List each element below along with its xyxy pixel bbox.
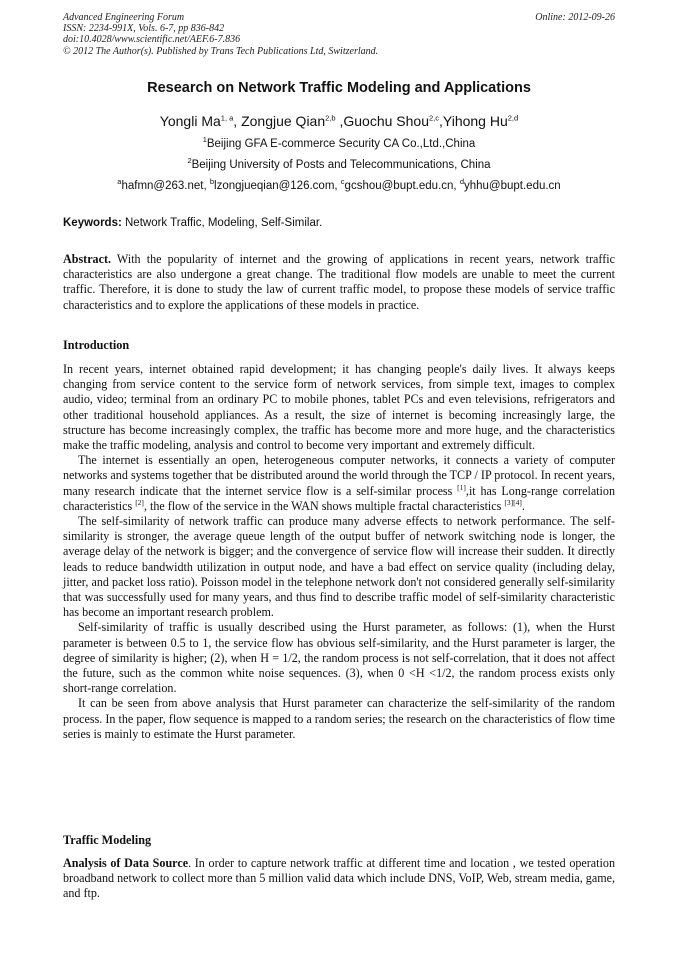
aff-text: Beijing University of Posts and Telecommunications, China: [191, 159, 491, 171]
traffic-modeling-body: [63, 856, 615, 902]
author-list: [0, 113, 678, 129]
author-name: Yongli Ma: [159, 113, 221, 129]
author-sup: 2,b: [325, 113, 336, 123]
email-sup: a: [117, 177, 122, 187]
email-link[interactable]: yhhu@bupt.edu.cn: [463, 180, 561, 192]
abstract-label: Abstract.: [63, 252, 112, 266]
journal-name: Advanced Engineering Forum: [63, 12, 185, 23]
affiliation-1: [0, 135, 678, 150]
doi-line: doi:10.4028/www.scientific.net/AEF.6-7.836: [63, 34, 241, 46]
issn-line: ISSN: 2234-991X, Vols. 6-7, pp 836-842: [63, 23, 225, 35]
online-date: Online: 2012-09-26: [535, 12, 615, 23]
email-link[interactable]: gcshou@bupt.edu.cn,: [344, 180, 460, 192]
paragraph-text: , the flow of the service in the WAN shows multiple fractal characteristics: [143, 498, 505, 513]
aff-sup: 1: [202, 135, 207, 145]
paragraph-text: . In order to capture network traffic at different time and location , we tested operation broadband network to collect more than 5 million valid data which include DNS, VoIP, Web, stream media, game, and ftp.: [63, 856, 615, 901]
citation[interactable]: [3][4]: [504, 497, 522, 507]
author-name: , Zongjue Qian: [233, 113, 326, 129]
email-link[interactable]: hafmn@263.net,: [121, 180, 210, 192]
keywords: [63, 217, 615, 229]
paragraph: In recent years, internet obtained rapid development; it has changing people's daily lives. It always keeps changing from service content to the service form of network services, from simple text, images to complex audio, video; terminal from an ordinary PC to mobile phones, tablet PCs and even televisions, refrigerators and other traditional household appliances. As a result, the size of internet is becoming increasingly large, the structure has become increasingly complex, the traffic has become more and more huge, and the characteristics make the traffic modeling, analysis and control to become very important and extremely difficult.: [63, 362, 615, 453]
author-name: ,Yihong Hu: [439, 113, 508, 129]
paragraph: Self-similarity of traffic is usually described using the Hurst parameter, as follows: (1), when the Hurst parameter is between 0.5 to 1, the service flow has obvious self-similarity, and the Hurst parameter is larger, the degree of similarity is higher; (2), when H = 1/2, the random process is not self-correlation, that it does not affect the future, such as the common white noise sequences. (3), when 0 <H <1/2, the random process exists only short-range correlation.: [63, 620, 615, 696]
citation[interactable]: [2]: [135, 497, 144, 507]
journal-header: [63, 12, 615, 57]
paragraph-text: .: [521, 498, 525, 513]
copyright-line: © 2012 The Author(s). Published by Trans Tech Publications Ltd, Switzerland.: [63, 45, 379, 57]
abstract: [63, 252, 615, 313]
author-name: ,Guochu Shou: [335, 113, 429, 129]
paragraph: [63, 453, 615, 514]
keywords-label: Keywords:: [63, 217, 122, 229]
keywords-text: Network Traffic, Modeling, Self-Similar.: [121, 217, 323, 229]
author-sup: 1, a: [220, 113, 234, 123]
section-heading-introduction: Introduction: [63, 338, 130, 352]
author-sup: 2,d: [507, 113, 519, 123]
email-sup: c: [340, 177, 345, 187]
run-in-heading: Analysis of Data Source: [63, 856, 189, 870]
paragraph-text: ,it has Long-range correlation characteristics: [63, 483, 616, 513]
affiliation-2: [0, 156, 678, 171]
paragraph-text: The internet is essentially an open, heterogeneous computer networks, it connects a variety of computer networks and systems together that be distributed around the world through the TCP / IP protocol. In recent years, many research indicate that the internet service flow is a self-similar process: [63, 453, 615, 498]
section-heading-traffic-modeling: Traffic Modeling: [63, 833, 152, 847]
email-list: [0, 177, 678, 192]
email-sup: d: [459, 177, 464, 187]
aff-text: Beijing GFA E-commerce Security CA Co.,Ltd.,China: [206, 138, 476, 150]
paragraph: The self-similarity of network traffic can produce many adverse effects to network performance. The self-similarity is stronger, the average queue length of the output buffer of network switching node is longer, the average delay of the network is bigger; and the convergence of service flow will increase their sudden. It directly leads to reduce bandwidth utilization in output node, and have a bad effect on service quality (including delay, jitter, and packet loss ratio). Poisson model in the telephone network don't not considered generally self-similarity that was successfully used for many years, and thus find to describe traffic model of self-similarity characteristic has become an important research problem.: [63, 514, 615, 620]
paragraph: It can be seen from above analysis that Hurst parameter can characterize the self-similarity of the random process. In the paper, flow sequence is mapped to a random series; the research on the characteristics of flow time series is mainly to estimate the Hurst parameter.: [63, 696, 615, 741]
paper-title: Research on Network Traffic Modeling and Applications: [147, 80, 531, 96]
aff-sup: 2: [187, 156, 192, 166]
citation[interactable]: [1]: [457, 482, 466, 492]
introduction-body: [63, 362, 615, 742]
email-link[interactable]: lzongjueqian@126.com,: [214, 180, 341, 192]
author-sup: 2,c: [428, 113, 439, 123]
abstract-text: With the popularity of internet and the growing of applications in recent years, network traffic characteristics are also undergone a great change. The traditional flow models are unable to meet the current traffic. Therefore, it is done to study the law of current traffic model, to propose these models of service traffic characteristics and to explore the applications of these models in practice.: [63, 252, 615, 312]
email-sup: b: [209, 177, 215, 187]
